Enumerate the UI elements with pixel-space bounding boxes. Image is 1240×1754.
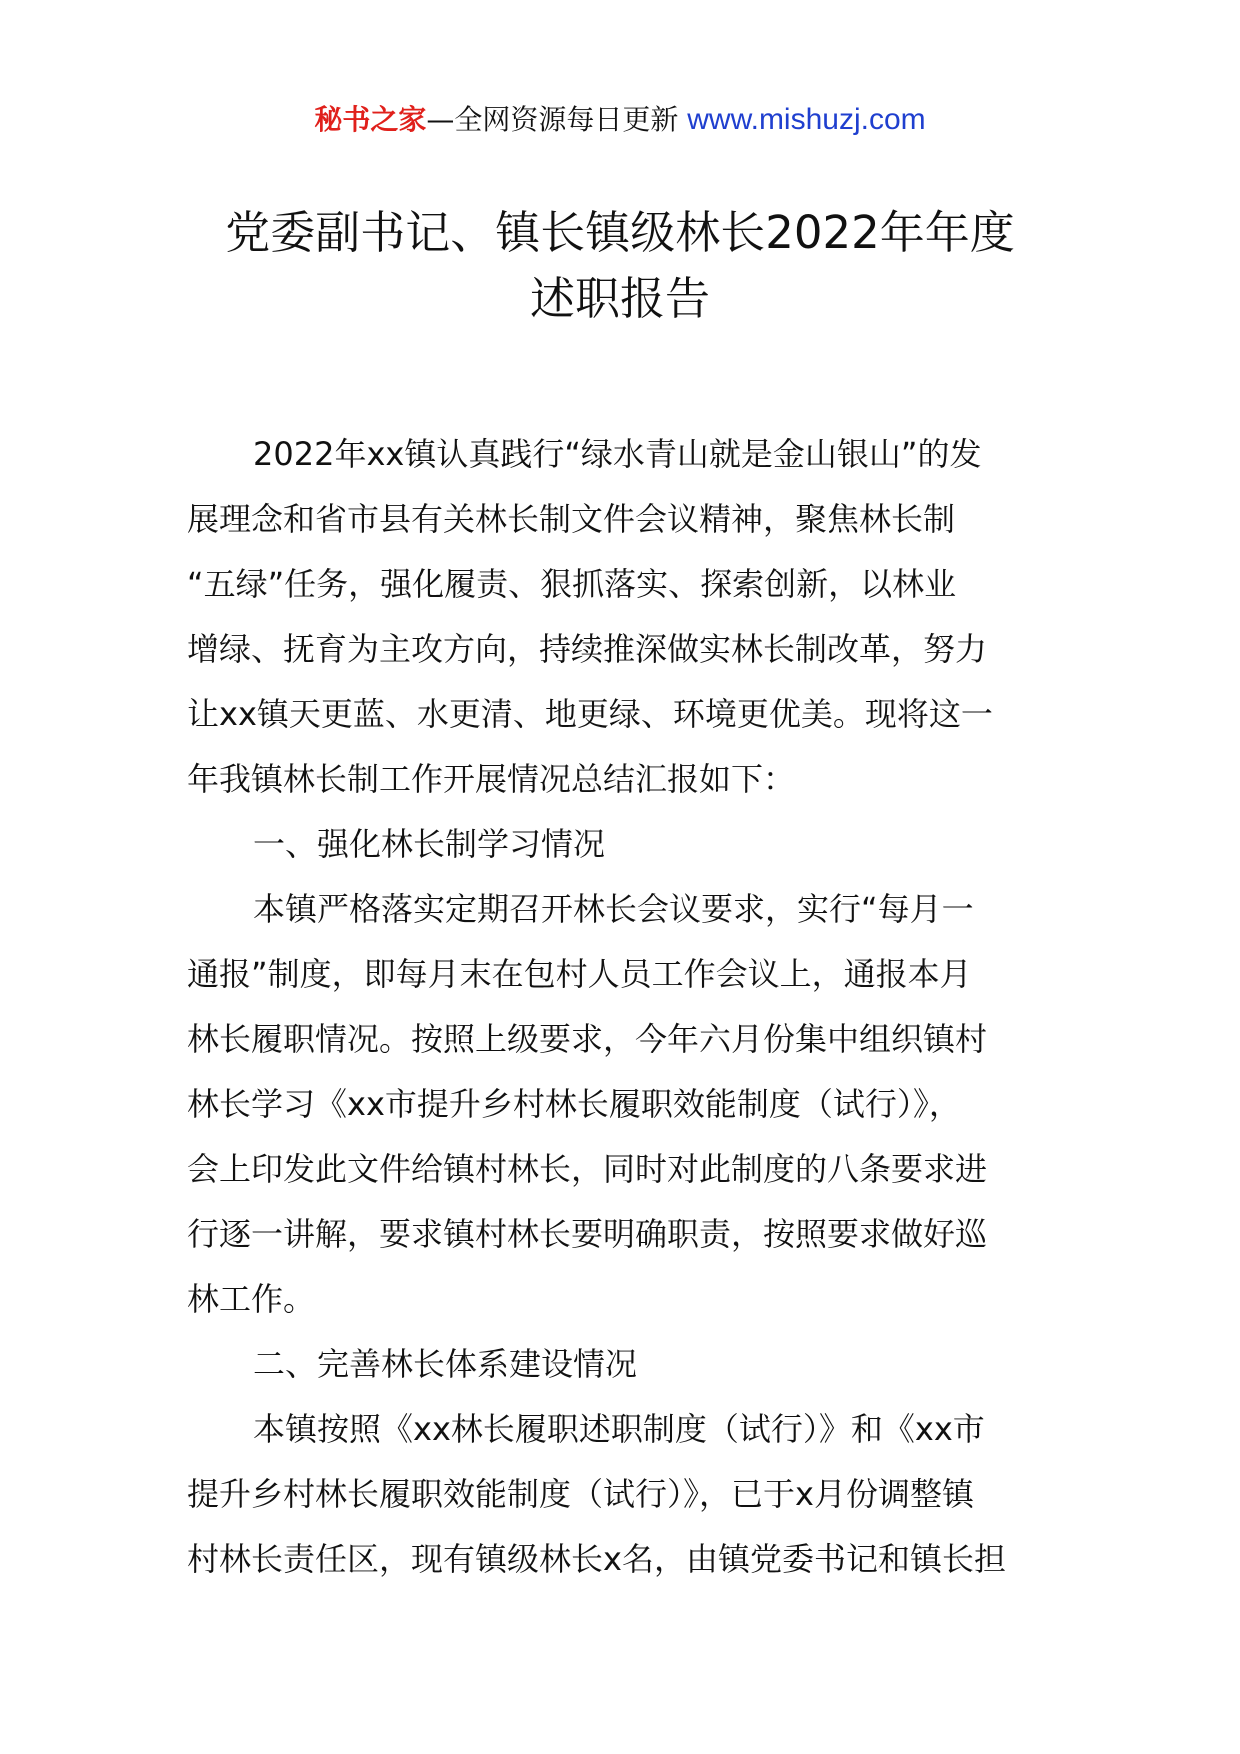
title-line-1: 党委副书记、镇长镇级林长2022年年度 — [225, 206, 1015, 259]
paragraph-line: 让xx镇天更蓝、水更清、地更绿、环境更优美。现将这一 — [187, 695, 993, 733]
site-tagline: —全网资源每日更新 — [426, 103, 688, 136]
paragraph-line: 本镇严格落实定期召开林长会议要求，实行“每月一 — [253, 890, 974, 928]
paragraph-line: 林长学习《xx市提升乡村林长履职效能制度（试行）》， — [187, 1085, 961, 1123]
paragraph-line: 本镇按照《xx林长履职述职制度（试行）》和《xx市 — [253, 1410, 985, 1448]
paragraph-line: 村林长责任区，现有镇级林长x名，由镇党委书记和镇长担 — [187, 1540, 1006, 1578]
paragraph-line: 林工作。 — [187, 1280, 316, 1318]
paragraph-line: 行逐一讲解，要求镇村林长要明确职责，按照要求做好巡 — [187, 1215, 988, 1253]
paragraph-line: “五绿”任务，强化履责、狠抓落实、探索创新，以林业 — [187, 565, 957, 603]
section-heading-2: 二、完善林长体系建设情况 — [253, 1345, 638, 1383]
paragraph-line: 增绿、抚育为主攻方向，持续推深做实林长制改革，努力 — [187, 630, 988, 668]
section-heading-1: 一、强化林长制学习情况 — [253, 825, 606, 863]
paragraph-line: 展理念和省市县有关林长制文件会议精神，聚焦林长制 — [187, 500, 956, 538]
paragraph-line: 年我镇林长制工作开展情况总结汇报如下： — [187, 760, 796, 798]
title-line-2: 述职报告 — [529, 272, 710, 325]
paragraph-line: 林长履职情况。按照上级要求，今年六月份集中组织镇村 — [187, 1020, 988, 1058]
document-title — [0, 200, 1240, 332]
document-body — [187, 422, 1052, 1592]
paragraph-line: 通报”制度，即每月末在包村人员工作会议上，通报本月 — [187, 955, 972, 993]
site-url[interactable]: www.mishuzj.com — [687, 103, 926, 136]
paragraph-line: 2022年xx镇认真践行“绿水青山就是金山银山”的发 — [253, 435, 982, 473]
site-brand: 秘书之家 — [314, 103, 427, 136]
paragraph-line: 会上印发此文件给镇村林长，同时对此制度的八条要求进 — [187, 1150, 988, 1188]
paragraph-line: 提升乡村林长履职效能制度（试行）》，已于x月份调整镇 — [187, 1475, 974, 1513]
site-header — [0, 100, 1240, 140]
